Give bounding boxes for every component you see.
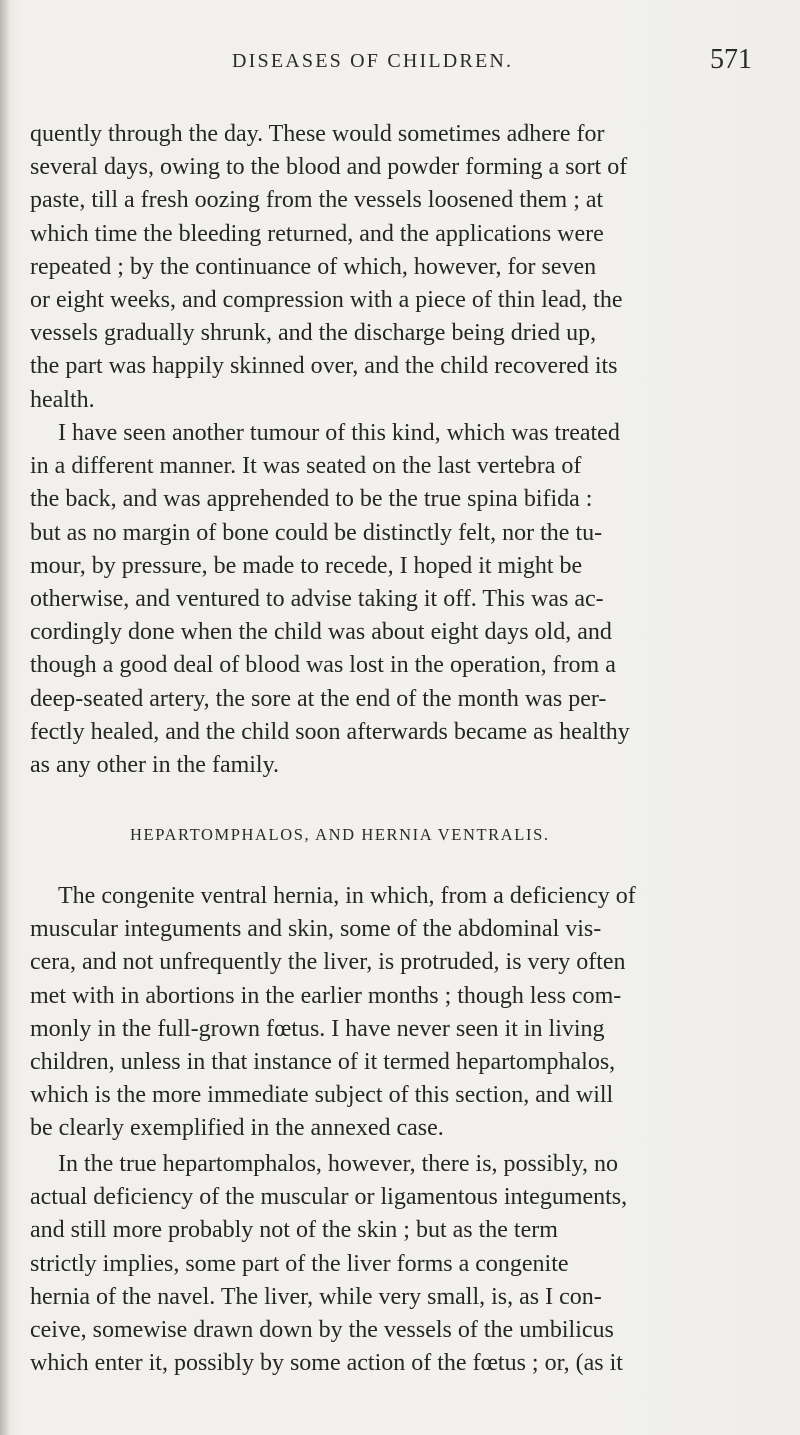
paragraph-3	[30, 880, 770, 1146]
text-line: the part was happily skinned over, and the child recovered its	[30, 353, 618, 380]
text-line: muscular integuments and skin, some of the abdominal vis-	[30, 916, 602, 943]
text-line: though a good deal of blood was lost in the operation, from a	[30, 652, 616, 679]
page-number: 571	[710, 44, 752, 75]
text-line: the back, and was apprehended to be the true spina bifida :	[30, 486, 593, 513]
text-line: paste, till a fresh oozing from the vessels loosened them ; at	[30, 187, 604, 214]
text-line: be clearly exemplified in the annexed case.	[30, 1115, 444, 1142]
section-heading: HEPARTOMPHALOS, AND HERNIA VENTRALIS.	[130, 825, 550, 844]
text-line: which is the more immediate subject of this section, and will	[30, 1082, 614, 1109]
text-line: met with in abortions in the earlier months ; though less com-	[30, 982, 622, 1009]
paragraph-1	[30, 118, 770, 417]
text-line: deep-seated artery, the sore at the end of the month was per-	[30, 685, 607, 712]
paragraph-4	[30, 1148, 770, 1380]
paragraph-2	[30, 417, 770, 782]
text-line: In the true hepartomphalos, however, there is, possibly, no	[58, 1151, 619, 1177]
text-line: children, unless in that instance of it termed hepartomphalos,	[30, 1048, 616, 1075]
text-line: in a different manner. It was seated on the last vertebra of	[30, 453, 582, 480]
text-line: health.	[30, 386, 95, 413]
text-line: repeated ; by the continuance of which, however, for seven	[30, 253, 597, 280]
running-title: DISEASES OF CHILDREN.	[232, 50, 514, 72]
text-line: actual deficiency of the muscular or ligamentous integuments,	[30, 1184, 628, 1211]
text-line: mour, by pressure, be made to recede, I hoped it might be	[30, 552, 583, 579]
text-line: hernia of the navel. The liver, while very small, is, as I con-	[30, 1283, 602, 1310]
text-line: vessels gradually shrunk, and the discharge being dried up,	[30, 320, 597, 347]
text-line: cordingly done when the child was about eight days old, and	[30, 619, 612, 646]
text-line: which enter it, possibly by some action of the fœtus ; or, (as it	[30, 1350, 623, 1377]
text-line: The congenite ventral hernia, in which, from a deficiency of	[58, 883, 636, 909]
text-line: as any other in the family.	[30, 751, 280, 778]
text-line: several days, owing to the blood and powder forming a sort of	[30, 154, 628, 181]
running-head	[0, 42, 800, 82]
spine-shadow	[0, 0, 10, 1435]
text-line: otherwise, and ventured to advise taking it off. This was ac-	[30, 585, 604, 612]
text-line: cera, and not unfrequently the liver, is protruded, is very often	[30, 949, 626, 976]
text-line: strictly implies, some part of the liver forms a congenite	[30, 1250, 569, 1277]
text-line: fectly healed, and the child soon afterwards became as healthy	[30, 718, 630, 745]
text-line: quently through the day. These would sometimes adhere for	[30, 121, 605, 147]
text-line: but as no margin of bone could be distinctly felt, nor the tu-	[30, 519, 603, 546]
text-line: and still more probably not of the skin ; but as the term	[30, 1217, 558, 1244]
text-line: which time the bleeding returned, and the applications were	[30, 220, 604, 247]
text-line: or eight weeks, and compression with a piece of thin lead, the	[30, 286, 623, 313]
text-line: monly in the full-grown fœtus. I have never seen it in living	[30, 1015, 605, 1042]
text-line: I have seen another tumour of this kind, which was treated	[58, 420, 620, 446]
text-line: ceive, somewise drawn down by the vessels of the umbilicus	[30, 1316, 614, 1343]
